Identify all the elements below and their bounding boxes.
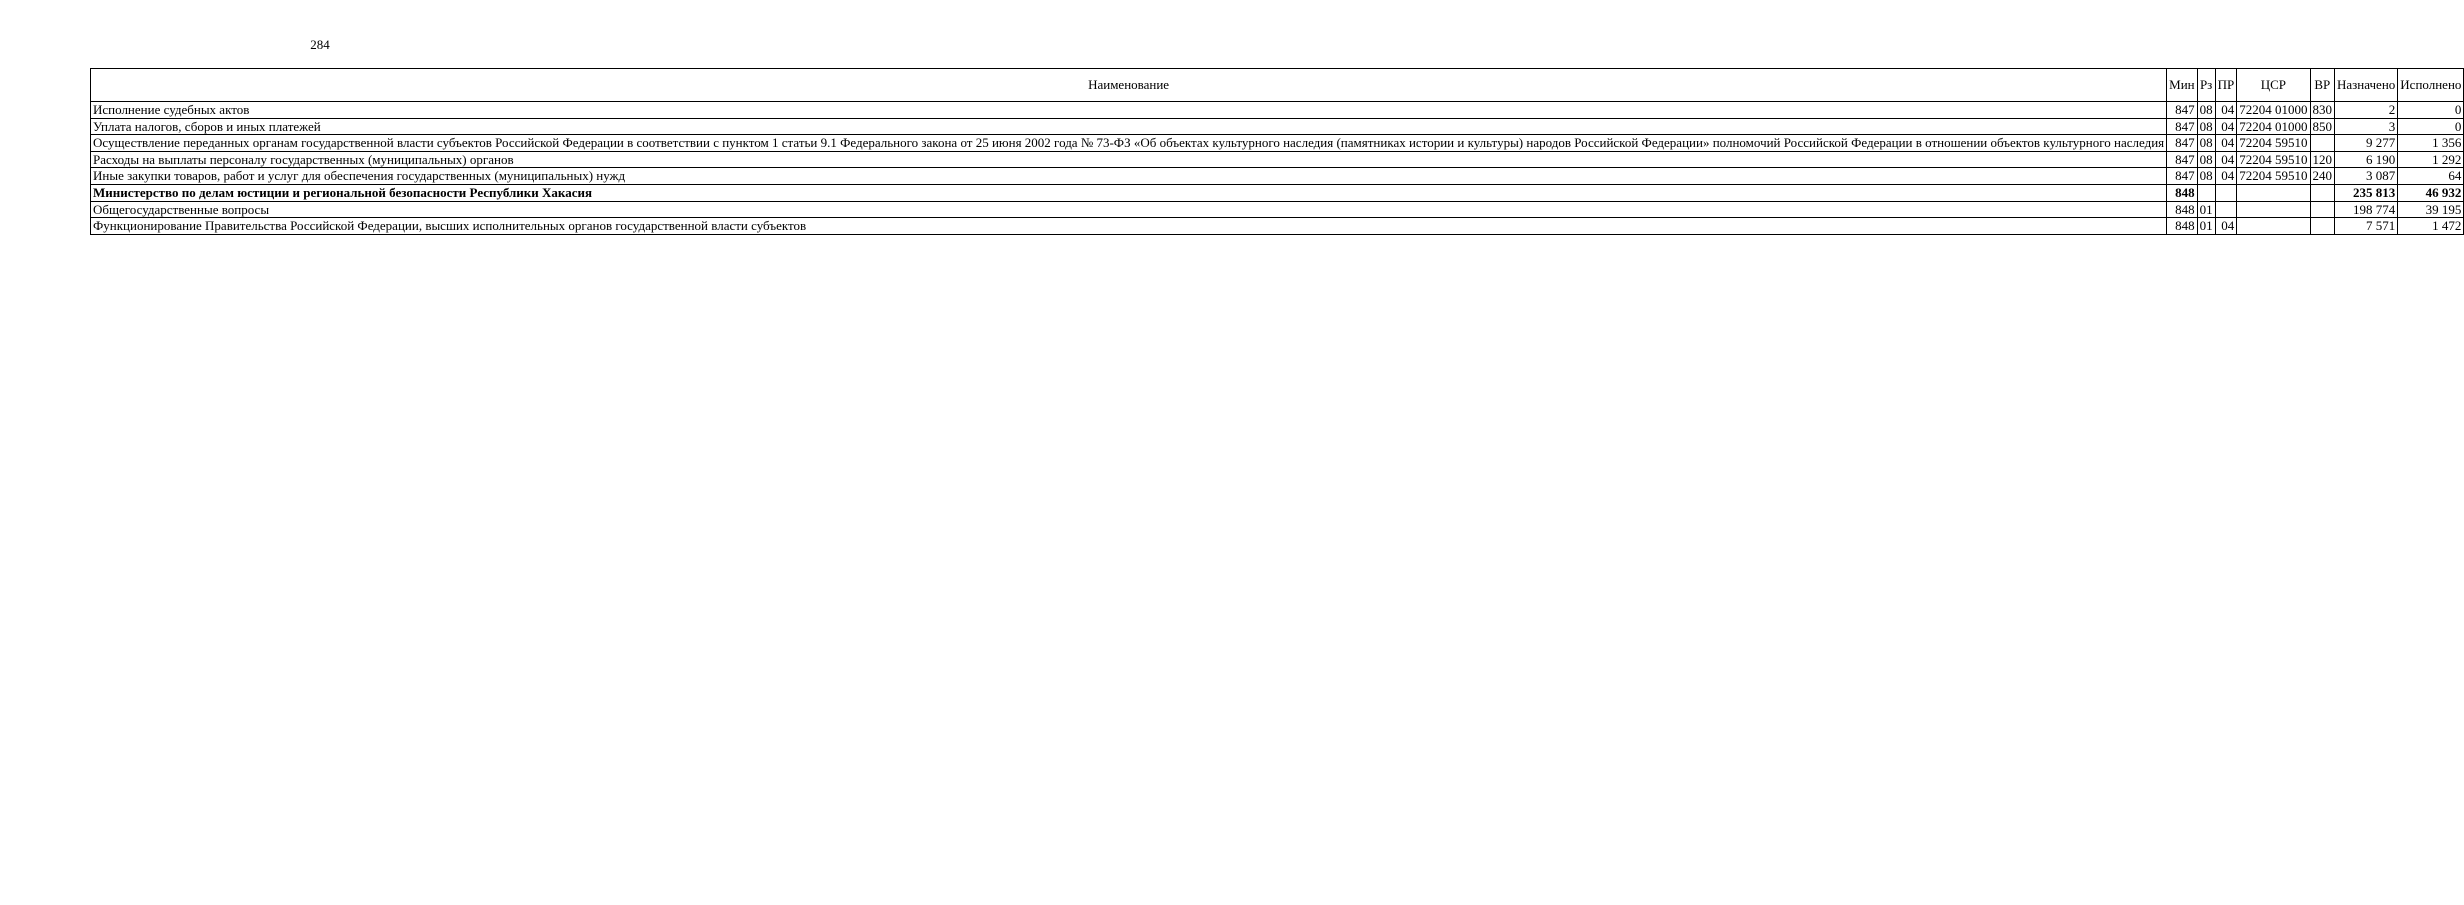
column-header-min: Мин: [2167, 69, 2197, 102]
row-pr-cell: 04: [2215, 118, 2237, 135]
row-pr-cell: 04: [2215, 135, 2237, 152]
table-row: [91, 118, 2464, 135]
column-header-rz: Рз: [2197, 69, 2215, 102]
row-rz-cell: [2197, 184, 2215, 201]
row-name-cell: Исполнение судебных актов: [91, 102, 2167, 119]
row-name-cell: Министерство по делам юстиции и региональной безопасности Республики Хакасия: [91, 184, 2167, 201]
row-name-cell: Осуществление переданных органам государственной власти субъектов Российской Федерации в соответствии с пунктом 1 статьи 9.1 Федерального закона от 25 июня 2002 года № 73-ФЗ «Об объектах культурного наследия (памятниках истории и культуры) народов Российской Федерации» полномочий Российской Федерации в отношении объектов культурного наследия: [91, 135, 2167, 152]
row-assigned-cell: 3 087: [2335, 168, 2398, 185]
row-pr-cell: [2215, 201, 2237, 218]
row-rz-cell: 01: [2197, 218, 2215, 235]
table-row: [91, 201, 2464, 218]
row-min-cell: 847: [2167, 135, 2197, 152]
row-assigned-cell: 3: [2335, 118, 2398, 135]
row-pr-cell: 04: [2215, 168, 2237, 185]
row-rz-cell: 08: [2197, 151, 2215, 168]
column-header-assigned: Назначено: [2335, 69, 2398, 102]
page-number: 284: [310, 37, 330, 52]
row-min-cell: 848: [2167, 201, 2197, 218]
row-vr-cell: 850: [2310, 118, 2335, 135]
row-min-cell: 847: [2167, 102, 2197, 119]
table-row: [91, 102, 2464, 119]
row-vr-cell: 830: [2310, 102, 2335, 119]
row-rz-cell: 08: [2197, 102, 2215, 119]
row-executed-cell: 64: [2398, 168, 2464, 185]
row-assigned-cell: 9 277: [2335, 135, 2398, 152]
table-row: [91, 135, 2464, 152]
row-vr-cell: [2310, 218, 2335, 235]
row-csr-cell: 72204 59510: [2237, 135, 2310, 152]
row-name-cell: Функционирование Правительства Российской Федерации, высших исполнительных органов государственной власти субъектов: [91, 218, 2167, 235]
row-assigned-cell: 235 813: [2335, 184, 2398, 201]
row-rz-cell: 08: [2197, 168, 2215, 185]
row-assigned-cell: 198 774: [2335, 201, 2398, 218]
row-vr-cell: [2310, 184, 2335, 201]
row-min-cell: 847: [2167, 118, 2197, 135]
row-executed-cell: 1 292: [2398, 151, 2464, 168]
column-header-executed: Исполнено: [2398, 69, 2464, 102]
column-header-name: Наименование: [91, 69, 2167, 102]
row-name-cell: Общегосударственные вопросы: [91, 201, 2167, 218]
table-row: [91, 184, 2464, 201]
row-name-cell: Расходы на выплаты персоналу государственных (муниципальных) органов: [91, 151, 2167, 168]
row-csr-cell: [2237, 218, 2310, 235]
row-pr-cell: 04: [2215, 102, 2237, 119]
row-name-cell: Иные закупки товаров, работ и услуг для обеспечения государственных (муниципальных) нужд: [91, 168, 2167, 185]
budget-table: [90, 68, 2464, 235]
table-row: [91, 168, 2464, 185]
column-header-pr: ПР: [2215, 69, 2237, 102]
column-header-vr: ВР: [2310, 69, 2335, 102]
row-csr-cell: 72204 59510: [2237, 168, 2310, 185]
table-header-row: [91, 69, 2464, 102]
row-min-cell: 847: [2167, 151, 2197, 168]
column-header-csr: ЦСР: [2237, 69, 2310, 102]
row-csr-cell: 72204 01000: [2237, 102, 2310, 119]
row-rz-cell: 08: [2197, 135, 2215, 152]
row-min-cell: 848: [2167, 218, 2197, 235]
row-executed-cell: 0: [2398, 118, 2464, 135]
table-row: [91, 151, 2464, 168]
row-vr-cell: [2310, 135, 2335, 152]
row-executed-cell: 1 356: [2398, 135, 2464, 152]
row-pr-cell: 04: [2215, 218, 2237, 235]
row-vr-cell: 120: [2310, 151, 2335, 168]
row-assigned-cell: 2: [2335, 102, 2398, 119]
row-vr-cell: [2310, 201, 2335, 218]
row-min-cell: 847: [2167, 168, 2197, 185]
row-executed-cell: 1 472: [2398, 218, 2464, 235]
row-vr-cell: 240: [2310, 168, 2335, 185]
row-csr-cell: 72204 59510: [2237, 151, 2310, 168]
row-csr-cell: [2237, 201, 2310, 218]
row-pr-cell: 04: [2215, 151, 2237, 168]
row-csr-cell: 72204 01000: [2237, 118, 2310, 135]
row-csr-cell: [2237, 184, 2310, 201]
row-assigned-cell: 7 571: [2335, 218, 2398, 235]
row-rz-cell: 08: [2197, 118, 2215, 135]
row-min-cell: 848: [2167, 184, 2197, 201]
row-pr-cell: [2215, 184, 2237, 201]
row-executed-cell: 0: [2398, 102, 2464, 119]
row-assigned-cell: 6 190: [2335, 151, 2398, 168]
table-row: [91, 218, 2464, 235]
row-rz-cell: 01: [2197, 201, 2215, 218]
row-name-cell: Уплата налогов, сборов и иных платежей: [91, 118, 2167, 135]
row-executed-cell: 46 932: [2398, 184, 2464, 201]
row-executed-cell: 39 195: [2398, 201, 2464, 218]
